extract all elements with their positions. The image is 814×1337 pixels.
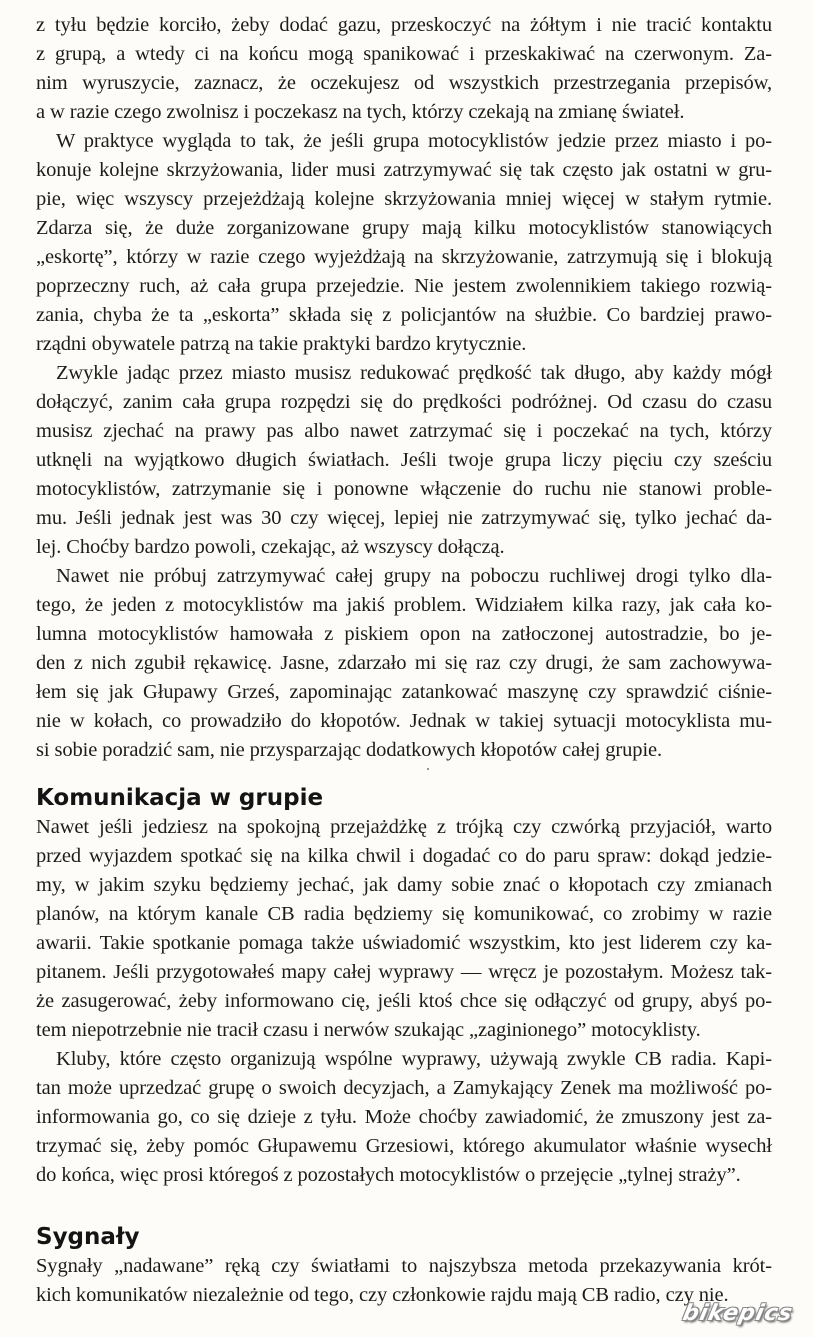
watermark-logo: bikepics [679, 1301, 795, 1326]
body-text-line: pie, więc wszyscy przejeżdżają kolejne skrzyżowania mniej więcej w stałym rytmie. [36, 188, 772, 210]
body-text-line: a w razie czego zwolnisz i poczekasz na tych, którzy czekają na zmianę świateł. [36, 101, 685, 123]
body-text-line: den z nich zgubił rękawicę. Jasne, zdarzało mi się raz czy drugi, że sam zachowywa- [36, 652, 772, 674]
body-text-line: że zasugerować, żeby informowano cię, jeśli ktoś chce się odłączyć od grupy, abyś po- [36, 990, 772, 1012]
body-text-line: nie w kołach, co prowadziło do kłopotów. Jednak w takiej sytuacji motocyklista mu- [36, 710, 772, 732]
body-text-line: Nawet jeśli jedziesz na spokojną przejażdżkę z trójką czy czwórką przyjaciół, warto [36, 816, 772, 838]
body-text-line: poprzeczny ruch, aż cała grupa przejedzie. Nie jestem zwolennikiem takiego rozwią- [36, 275, 772, 297]
body-text-line: kich komunikatów niezależnie od tego, czy członkowie rajdu mają CB radio, czy nie. [36, 1284, 729, 1306]
body-text-line: my, w jakim szyku będziemy jechać, jak damy sobie znać o kłopotach czy zmianach [36, 874, 772, 896]
body-text-line: si sobie poradzić sam, nie przysparzając dodatkowych kłopotów całej grupie. [36, 739, 663, 761]
body-text-line: Zdarza się, że duże zorganizowane grupy mają kilku motocyklistów stanowiących [36, 217, 772, 239]
body-text-line: mu. Jeśli jednak jest was 30 czy więcej, lepiej nie zatrzymywać się, tylko jechać da- [36, 507, 772, 529]
body-text-line: tan może uprzedzać grupę o swoich decyzjach, a Zamykający Zenek ma możliwość po- [36, 1077, 772, 1099]
body-text-line: informowania go, co się dzieje z tyłu. Może choćby zawiadomić, że zmuszony jest za- [36, 1106, 772, 1128]
body-text-line: z grupą, a wtedy ci na końcu mogą spanikować i przeskakiwać na czerwonym. Za- [36, 43, 772, 65]
body-text-line: musisz zjechać na prawy pas albo nawet zatrzymać się i poczekać na tych, którzy [36, 420, 772, 442]
body-text-line: z tyłu będzie korciło, żeby dodać gazu, przeskoczyć na żółtym i nie tracić kontaktu [36, 14, 772, 36]
body-text-line: zania, chyba że ta „eskorta” składa się z policjantów na służbie. Co bardziej prawo- [36, 304, 772, 326]
body-text-line: motocyklistów, zatrzymanie się i ponowne włączenie do ruchu nie stanowi proble- [36, 478, 772, 500]
body-text-line: utknęli na wyjątkowo długich światłach. Jeśli twoje grupa liczy pięciu czy sześciu [36, 449, 772, 471]
body-text-line: W praktyce wygląda to tak, że jeśli grupa motocyklistów jedzie przez miasto i po- [56, 130, 772, 152]
body-text-line: konuje kolejne skrzyżowania, lider musi zatrzymywać się tak często jak ostatni w gru- [36, 159, 772, 181]
section-heading-signals: Sygnały [36, 1224, 140, 1250]
body-text-line: Nawet nie próbuj zatrzymywać całej grupy na poboczu ruchliwej drogi tylko dla- [56, 565, 772, 587]
body-text-line: tem niepotrzebnie nie tracił czasu i nerwów szukając „zaginionego” motocyklisty. [36, 1019, 701, 1041]
body-text-line: do końca, więc prosi któregoś z pozostałych motocyklistów o przejęcie „tylnej straży”. [36, 1164, 741, 1186]
body-text-line: łem się jak Głupawy Grześ, zapominając zatankować maszynę czy sprawdzić ciśnie- [36, 681, 772, 703]
body-text-line: planów, na którym kanale CB radia będziemy się komunikować, co zrobimy w razie [36, 903, 772, 925]
body-text-line: trzymać się, żeby pomóc Głupawemu Grzesiowi, którego akumulator właśnie wysechł [36, 1135, 772, 1157]
body-text-line: dołączyć, zanim cała grupa rozpędzi się do prędkości podróżnej. Od czasu do czasu [36, 391, 772, 413]
section-heading-communication: Komunikacja w grupie [36, 785, 324, 811]
body-text-line: nim wyruszycie, zaznacz, że oczekujesz od wszystkich przestrzegania przepisów, [36, 72, 772, 94]
body-text-line: rządni obywatele patrzą na takie praktyki bardzo krytycznie. [36, 333, 527, 355]
body-text-line: Kluby, które często organizują wspólne wyprawy, używają zwykle CB radia. Kapi- [56, 1048, 772, 1070]
body-text-line: awarii. Takie spotkanie pomaga także uświadomić wszystkim, kto jest liderem czy ka- [36, 932, 772, 954]
body-text-line: lej. Choćby bardzo powoli, czekając, aż wszyscy dołączą. [36, 536, 505, 558]
body-text-line: Zwykle jadąc przez miasto musisz redukować prędkość tak długo, aby każdy mógł [56, 362, 772, 384]
body-text-line: przed wyjazdem spotkać się na kilka chwil i dogadać co do paru spraw: dokąd jedzie- [36, 845, 772, 867]
print-speck [427, 768, 429, 770]
body-text-line: tego, że jeden z motocyklistów ma jakiś problem. Widziałem kilka razy, jak cała ko- [36, 594, 772, 616]
body-text-line: „eskortę”, którzy w razie czego wyjeżdżają na skrzyżowanie, zatrzymują się i blokują [36, 246, 772, 268]
body-text-line: pitanem. Jeśli przygotowałeś mapy całej wyprawy — wręcz je pozostałym. Możesz tak- [36, 961, 772, 983]
body-text-line: Sygnały „nadawane” ręką czy światłami to najszybsza metoda przekazywania krót- [36, 1255, 772, 1277]
body-text-line: lumna motocyklistów hamowała z piskiem opon na zatłoczonej autostradzie, bo je- [36, 623, 772, 645]
